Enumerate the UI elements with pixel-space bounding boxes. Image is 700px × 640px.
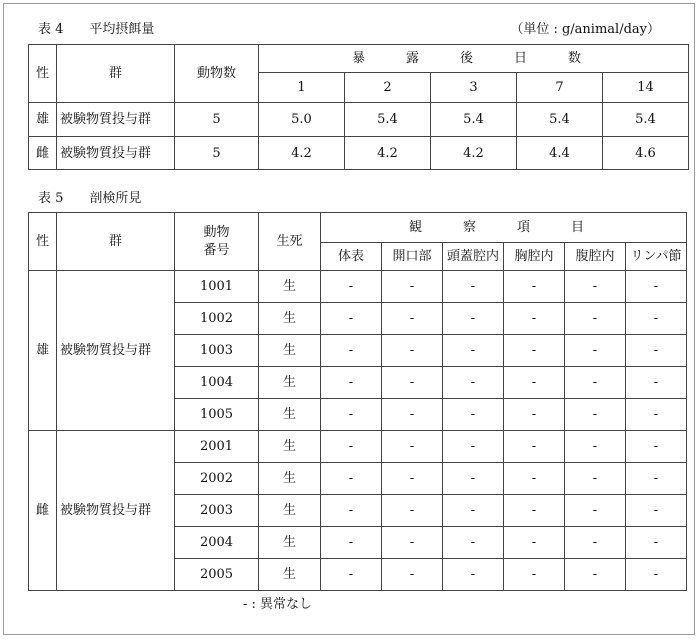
finding-cell: - [321, 367, 382, 399]
finding-cell: - [504, 367, 565, 399]
finding-cell: - [565, 559, 626, 591]
day-header: 7 [517, 73, 603, 103]
table5-necropsy-findings [28, 212, 687, 591]
finding-cell: - [443, 559, 504, 591]
finding-cell: - [443, 495, 504, 527]
table-row [29, 103, 689, 137]
header-observation-items: 観 察 項 目 [321, 213, 687, 243]
finding-cell: - [565, 367, 626, 399]
row-count: 5 [175, 137, 259, 170]
finding-cell: - [382, 527, 443, 559]
footnote: - : 異常なし [243, 597, 313, 612]
finding-cell: - [626, 559, 687, 591]
finding-cell: - [382, 335, 443, 367]
finding-cell: - [565, 495, 626, 527]
value-cell: 5.0 [259, 103, 345, 137]
finding-cell: - [504, 463, 565, 495]
obs-header: 胸腔内 [504, 243, 565, 271]
finding-cell: - [626, 271, 687, 303]
day-header: 3 [431, 73, 517, 103]
header-sex: 性 [29, 213, 57, 271]
finding-cell: - [626, 495, 687, 527]
header-animal-number-line1: 動物 [203, 224, 230, 240]
finding-cell: - [504, 431, 565, 463]
finding-cell: - [504, 399, 565, 431]
group-name: 被験物質投与群 [57, 431, 175, 591]
finding-cell: - [443, 303, 504, 335]
finding-cell: - [504, 335, 565, 367]
table4-caption: 表 4 平均摂餌量 [38, 22, 155, 37]
finding-cell: - [626, 399, 687, 431]
group-sex: 雄 [29, 271, 57, 431]
animal-id: 2005 [175, 559, 259, 591]
finding-cell: - [321, 431, 382, 463]
finding-cell: - [382, 271, 443, 303]
finding-cell: - [504, 303, 565, 335]
alive-status: 生 [259, 303, 321, 335]
value-cell: 4.4 [517, 137, 603, 170]
header-animal-number [175, 213, 259, 271]
value-cell: 4.6 [603, 137, 689, 170]
finding-cell: - [565, 431, 626, 463]
table-row [29, 431, 687, 463]
group-name: 被験物質投与群 [57, 271, 175, 431]
finding-cell: - [565, 463, 626, 495]
finding-cell: - [382, 367, 443, 399]
row-sex: 雌 [29, 137, 57, 170]
finding-cell: - [626, 303, 687, 335]
value-cell: 4.2 [345, 137, 431, 170]
day-header: 1 [259, 73, 345, 103]
table-row [29, 271, 687, 303]
finding-cell: - [443, 367, 504, 399]
animal-id: 1004 [175, 367, 259, 399]
alive-status: 生 [259, 527, 321, 559]
value-cell: 5.4 [603, 103, 689, 137]
finding-cell: - [565, 271, 626, 303]
alive-status: 生 [259, 495, 321, 527]
finding-cell: - [321, 495, 382, 527]
alive-status: 生 [259, 559, 321, 591]
finding-cell: - [321, 303, 382, 335]
finding-cell: - [504, 495, 565, 527]
finding-cell: - [382, 399, 443, 431]
day-header: 14 [603, 73, 689, 103]
table4-mean-food-consumption [28, 44, 689, 170]
day-header: 2 [345, 73, 431, 103]
finding-cell: - [626, 335, 687, 367]
obs-header: 開口部 [382, 243, 443, 271]
finding-cell: - [626, 431, 687, 463]
alive-status: 生 [259, 463, 321, 495]
finding-cell: - [382, 559, 443, 591]
table4-unit: （単位 : g/animal/day） [510, 22, 660, 37]
value-cell: 5.4 [517, 103, 603, 137]
row-sex: 雄 [29, 103, 57, 137]
value-cell: 5.4 [345, 103, 431, 137]
header-sex: 性 [29, 45, 57, 103]
animal-id: 2003 [175, 495, 259, 527]
header-group: 群 [57, 213, 175, 271]
alive-status: 生 [259, 431, 321, 463]
header-alive-dead: 生死 [259, 213, 321, 271]
finding-cell: - [321, 399, 382, 431]
animal-id: 2001 [175, 431, 259, 463]
finding-cell: - [565, 335, 626, 367]
obs-header: リンパ節 [626, 243, 687, 271]
finding-cell: - [565, 303, 626, 335]
finding-cell: - [443, 527, 504, 559]
table5-body [29, 271, 687, 591]
header-animal-number-line2: 番号 [203, 242, 230, 258]
finding-cell: - [443, 399, 504, 431]
obs-header: 頭蓋腔内 [443, 243, 504, 271]
animal-id: 1003 [175, 335, 259, 367]
finding-cell: - [321, 463, 382, 495]
finding-cell: - [382, 303, 443, 335]
table5-caption: 表 5 剖検所見 [38, 191, 142, 206]
animal-id: 1005 [175, 399, 259, 431]
header-group: 群 [57, 45, 175, 103]
finding-cell: - [565, 527, 626, 559]
finding-cell: - [626, 367, 687, 399]
alive-status: 生 [259, 367, 321, 399]
alive-status: 生 [259, 399, 321, 431]
value-cell: 5.4 [431, 103, 517, 137]
table-row [29, 137, 689, 170]
finding-cell: - [443, 431, 504, 463]
obs-header: 腹腔内 [565, 243, 626, 271]
finding-cell: - [382, 431, 443, 463]
finding-cell: - [321, 335, 382, 367]
alive-status: 生 [259, 271, 321, 303]
finding-cell: - [626, 527, 687, 559]
header-animal-count: 動物数 [175, 45, 259, 103]
finding-cell: - [443, 463, 504, 495]
row-group: 被験物質投与群 [57, 103, 175, 137]
finding-cell: - [504, 271, 565, 303]
obs-header: 体表 [321, 243, 382, 271]
finding-cell: - [382, 495, 443, 527]
finding-cell: - [504, 559, 565, 591]
finding-cell: - [504, 527, 565, 559]
header-days-after-exposure: 暴 露 後 日 数 [259, 45, 689, 73]
row-count: 5 [175, 103, 259, 137]
finding-cell: - [382, 463, 443, 495]
animal-id: 1001 [175, 271, 259, 303]
finding-cell: - [443, 335, 504, 367]
value-cell: 4.2 [431, 137, 517, 170]
finding-cell: - [565, 399, 626, 431]
finding-cell: - [443, 271, 504, 303]
animal-id: 2002 [175, 463, 259, 495]
animal-id: 2004 [175, 527, 259, 559]
alive-status: 生 [259, 335, 321, 367]
finding-cell: - [626, 463, 687, 495]
group-sex: 雌 [29, 431, 57, 591]
finding-cell: - [321, 271, 382, 303]
value-cell: 4.2 [259, 137, 345, 170]
finding-cell: - [321, 527, 382, 559]
row-group: 被験物質投与群 [57, 137, 175, 170]
finding-cell: - [321, 559, 382, 591]
animal-id: 1002 [175, 303, 259, 335]
